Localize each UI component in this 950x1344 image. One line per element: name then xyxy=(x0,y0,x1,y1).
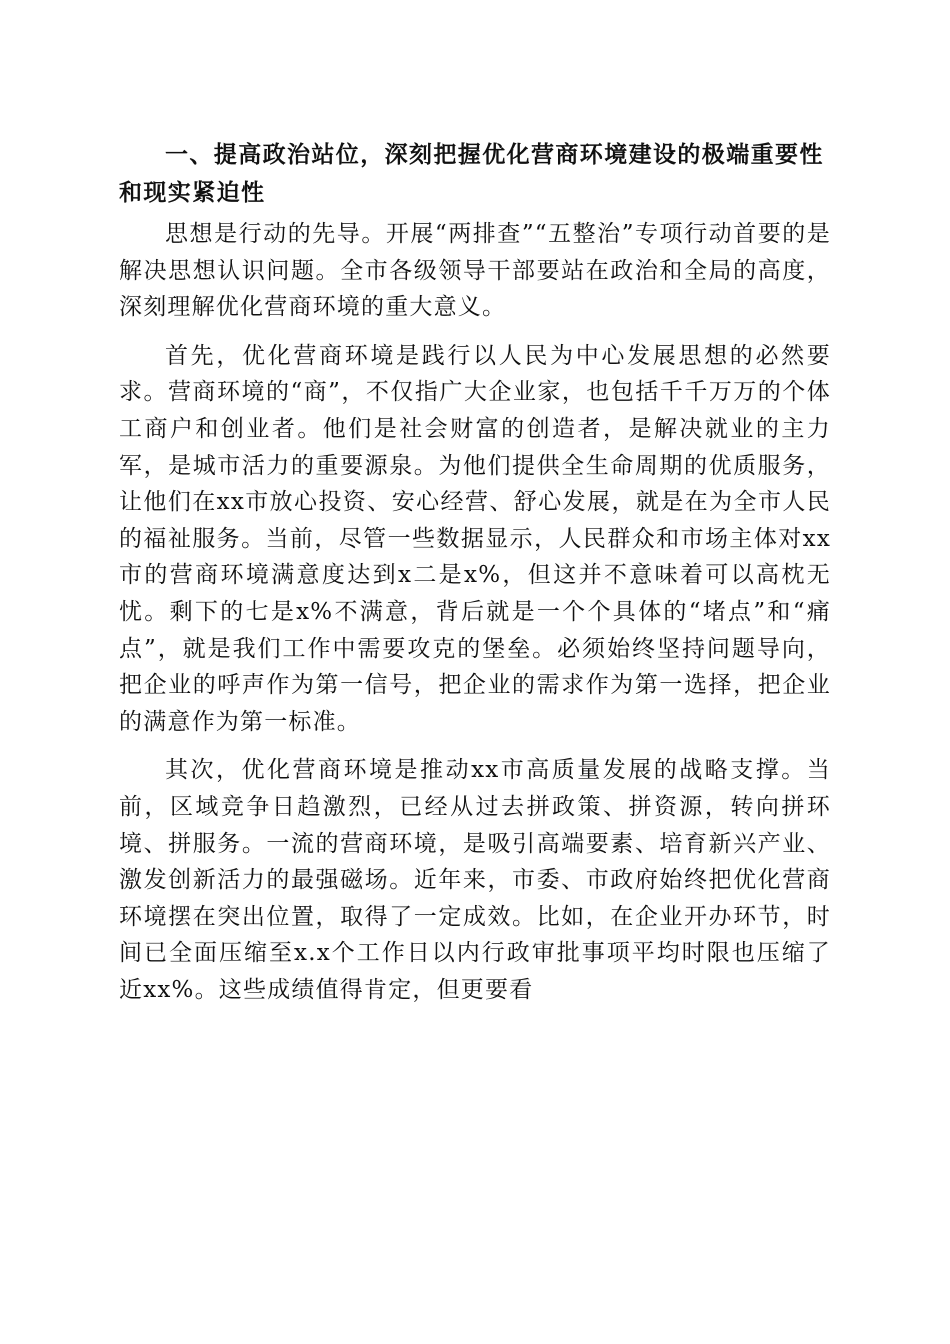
paragraph-1: 思想是行动的先导。开展“两排查”“五整治”专项行动首要的是解决思想认识问题。全市各级领导干部要站在政治和全局的高度，深刻理解优化营商环境的重大意义。 xyxy=(119,221,831,321)
document-body xyxy=(119,136,831,1008)
paragraph-3: 其次，优化营商环境是推动xx市高质量发展的战略支撑。当前，区域竞争日趋激烈，已经从过去拼政策、拼资源，转向拼环境、拼服务。一流的营商环境，是吸引高端要素、培育新兴产业、激发创新活力的最强磁场。近年来，市委、市政府始终把优化营商环境摆在突出位置，取得了一定成效。比如，在企业开办环节，时间已全面压缩至x.x个工作日以内行政审批事项平均时限也压缩了近xx%。这些成绩值得肯定，但更要看 xyxy=(119,757,831,1003)
section-heading: 一、提高政治站位，深刻把握优化营商环境建设的极端重要性和现实紧迫性 xyxy=(119,142,824,206)
paragraph-2: 首先，优化营商环境是践行以人民为中心发展思想的必然要求。营商环境的“商”，不仅指广大企业家，也包括千千万万的个体工商户和创业者。他们是社会财富的创造者，是解决就业的主力军，是城市活力的重要源泉。为他们提供全生命周期的优质服务，让他们在xx市放心投资、安心经营、舒心发展，就是在为全市人民的福祉服务。当前，尽管一些数据显示，人民群众和市场主体对xx市的营商环境满意度达到x二是x%，但这并不意味着可以高枕无忧。剩下的七是x%不满意，背后就是一个个具体的“堵点”和“痛点”，就是我们工作中需要攻克的堡垒。必须始终坚持问题导向，把企业的呼声作为第一信号，把企业的需求作为第一选择，把企业的满意作为第一标准。 xyxy=(119,342,831,735)
